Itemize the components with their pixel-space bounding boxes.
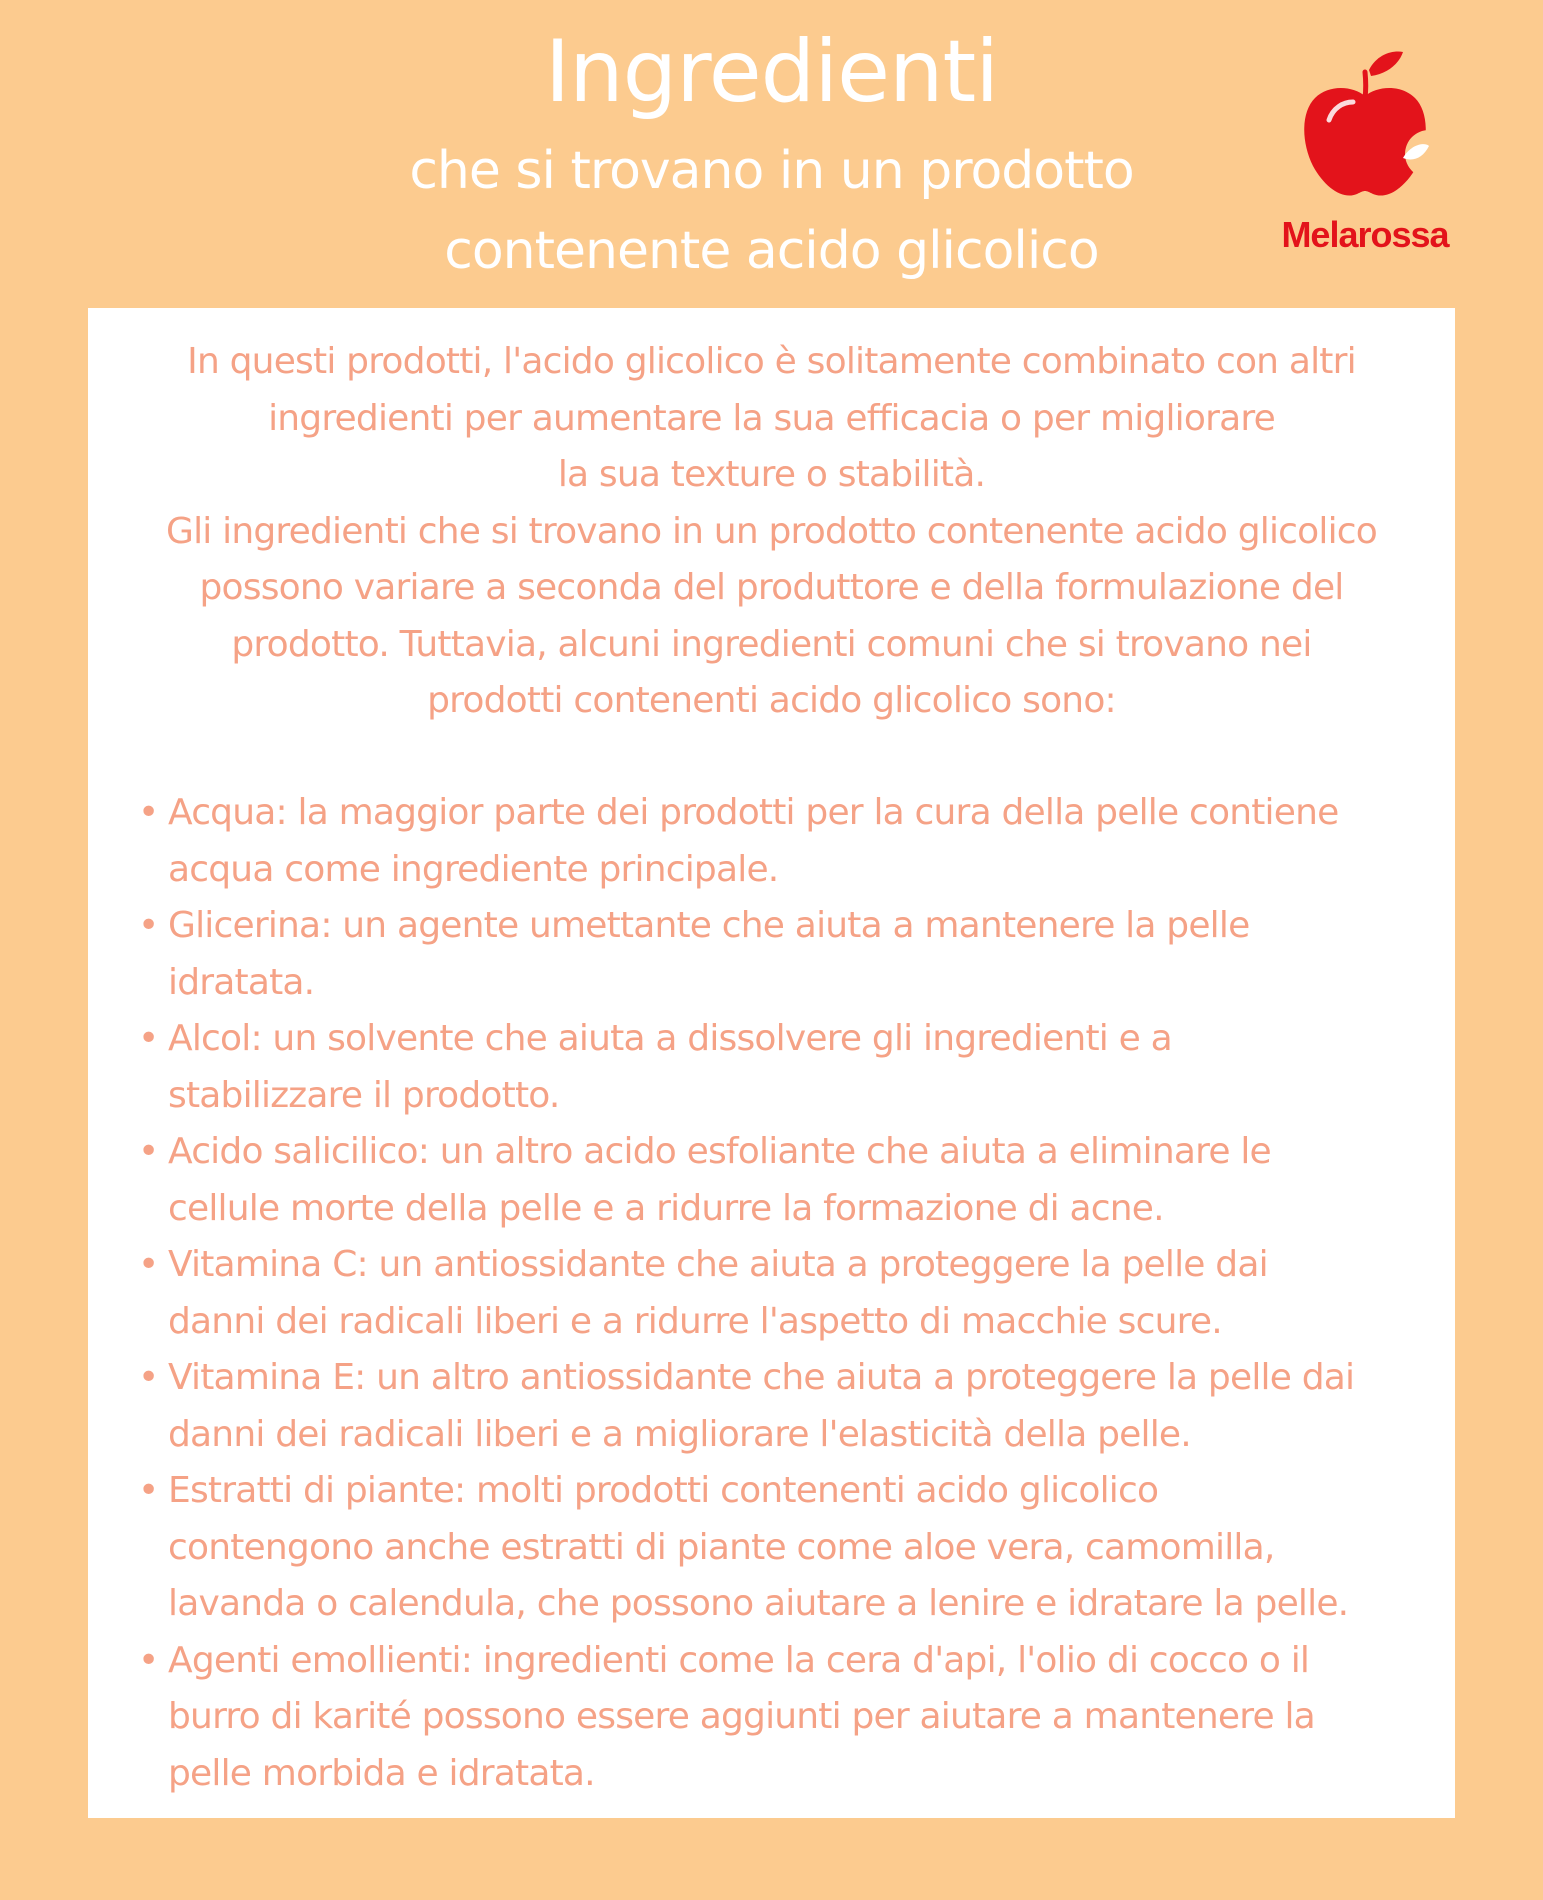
brand-name: Melarossa (1281, 214, 1449, 255)
apple-icon (1299, 50, 1431, 200)
list-item (138, 1633, 1438, 1803)
list-item-text: burro di karité possono essere aggiunti per aiutare a mantenere la (168, 1696, 1315, 1737)
list-item-text: Acqua: la maggior parte dei prodotti per la cura della pelle contiene (168, 792, 1339, 833)
list-item (138, 1237, 1438, 1350)
list-item-text: danni dei radicali liberi e a ridurre l'aspetto di macchie scure. (168, 1300, 1222, 1342)
intro-line: Gli ingredienti che si trovano in un prodotto contenente acido glicolico (165, 510, 1377, 552)
list-item (138, 1350, 1438, 1463)
ingredients-list (138, 785, 1438, 1802)
bullet-icon: • (138, 1131, 159, 1172)
intro-line: In questi prodotti, l'acido glicolico è solitamente combinato con altri (187, 341, 1356, 382)
bullet-icon: • (138, 905, 159, 946)
brand-logo (1265, 50, 1465, 260)
list-item-text: lavanda o calendula, che possono aiutare a lenire e idratare la pelle. (168, 1583, 1349, 1624)
list-item (138, 1124, 1438, 1237)
list-item-text: Vitamina E: un altro antiossidante che aiuta a proteggere la pelle dai (168, 1357, 1355, 1398)
list-item-text: idratata. (168, 961, 315, 1003)
list-item (138, 1011, 1438, 1124)
list-item (138, 785, 1438, 898)
page-subtitle-line-2: contenente acido glicolico (444, 221, 1099, 281)
list-item-text: Glicerina: un agente umettante che aiuta a mantenere la pelle (168, 905, 1250, 946)
list-item-text: cellule morte della pelle e a ridurre la formazione di acne. (168, 1187, 1164, 1229)
intro-line: ingredienti per aumentare la sua efficacia o per migliorare (268, 397, 1275, 439)
bullet-icon: • (138, 1244, 159, 1285)
content-card (88, 308, 1455, 1818)
bullet-icon: • (138, 792, 159, 833)
list-item (138, 898, 1438, 1011)
bullet-icon: • (138, 1470, 159, 1511)
intro-line: prodotti contenenti acido glicolico sono: (427, 680, 1116, 721)
bullet-icon: • (138, 1357, 159, 1398)
list-item-text: pelle morbida e idratata. (168, 1752, 595, 1794)
intro-line: prodotto. Tuttavia, alcuni ingredienti comuni che si trovano nei (231, 623, 1312, 665)
list-item-text: Acido salicilico: un altro acido esfoliante che aiuta a eliminare le (168, 1131, 1271, 1172)
list-item-text: contengono anche estratti di piante come aloe vera, camomilla, (168, 1526, 1275, 1568)
intro-line: la sua texture o stabilità. (557, 454, 986, 495)
list-item-text: Estratti di piante: molti prodotti contenenti acido glicolico (168, 1470, 1159, 1511)
intro-paragraph (88, 334, 1455, 730)
page-subtitle-line-1: che si trovano in un prodotto (409, 141, 1134, 201)
list-item-text: Alcol: un solvente che aiuta a dissolvere gli ingredienti e a (168, 1018, 1172, 1059)
bullet-icon: • (138, 1018, 159, 1059)
list-item-text: stabilizzare il prodotto. (168, 1074, 560, 1116)
list-item (138, 1463, 1438, 1633)
intro-line: possono variare a seconda del produttore e della formulazione del (199, 567, 1344, 608)
page-title: Ingredienti (544, 22, 999, 122)
list-item-text: Agenti emollienti: ingredienti come la cera d'api, l'olio di cocco o il (168, 1639, 1310, 1681)
list-item-text: danni dei radicali liberi e a migliorare l'elasticità della pelle. (168, 1413, 1191, 1455)
header (0, 0, 1543, 305)
bullet-icon: • (138, 1639, 159, 1681)
list-item-text: Vitamina C: un antiossidante che aiuta a proteggere la pelle dai (168, 1244, 1268, 1285)
list-item-text: acqua come ingrediente principale. (168, 848, 779, 890)
